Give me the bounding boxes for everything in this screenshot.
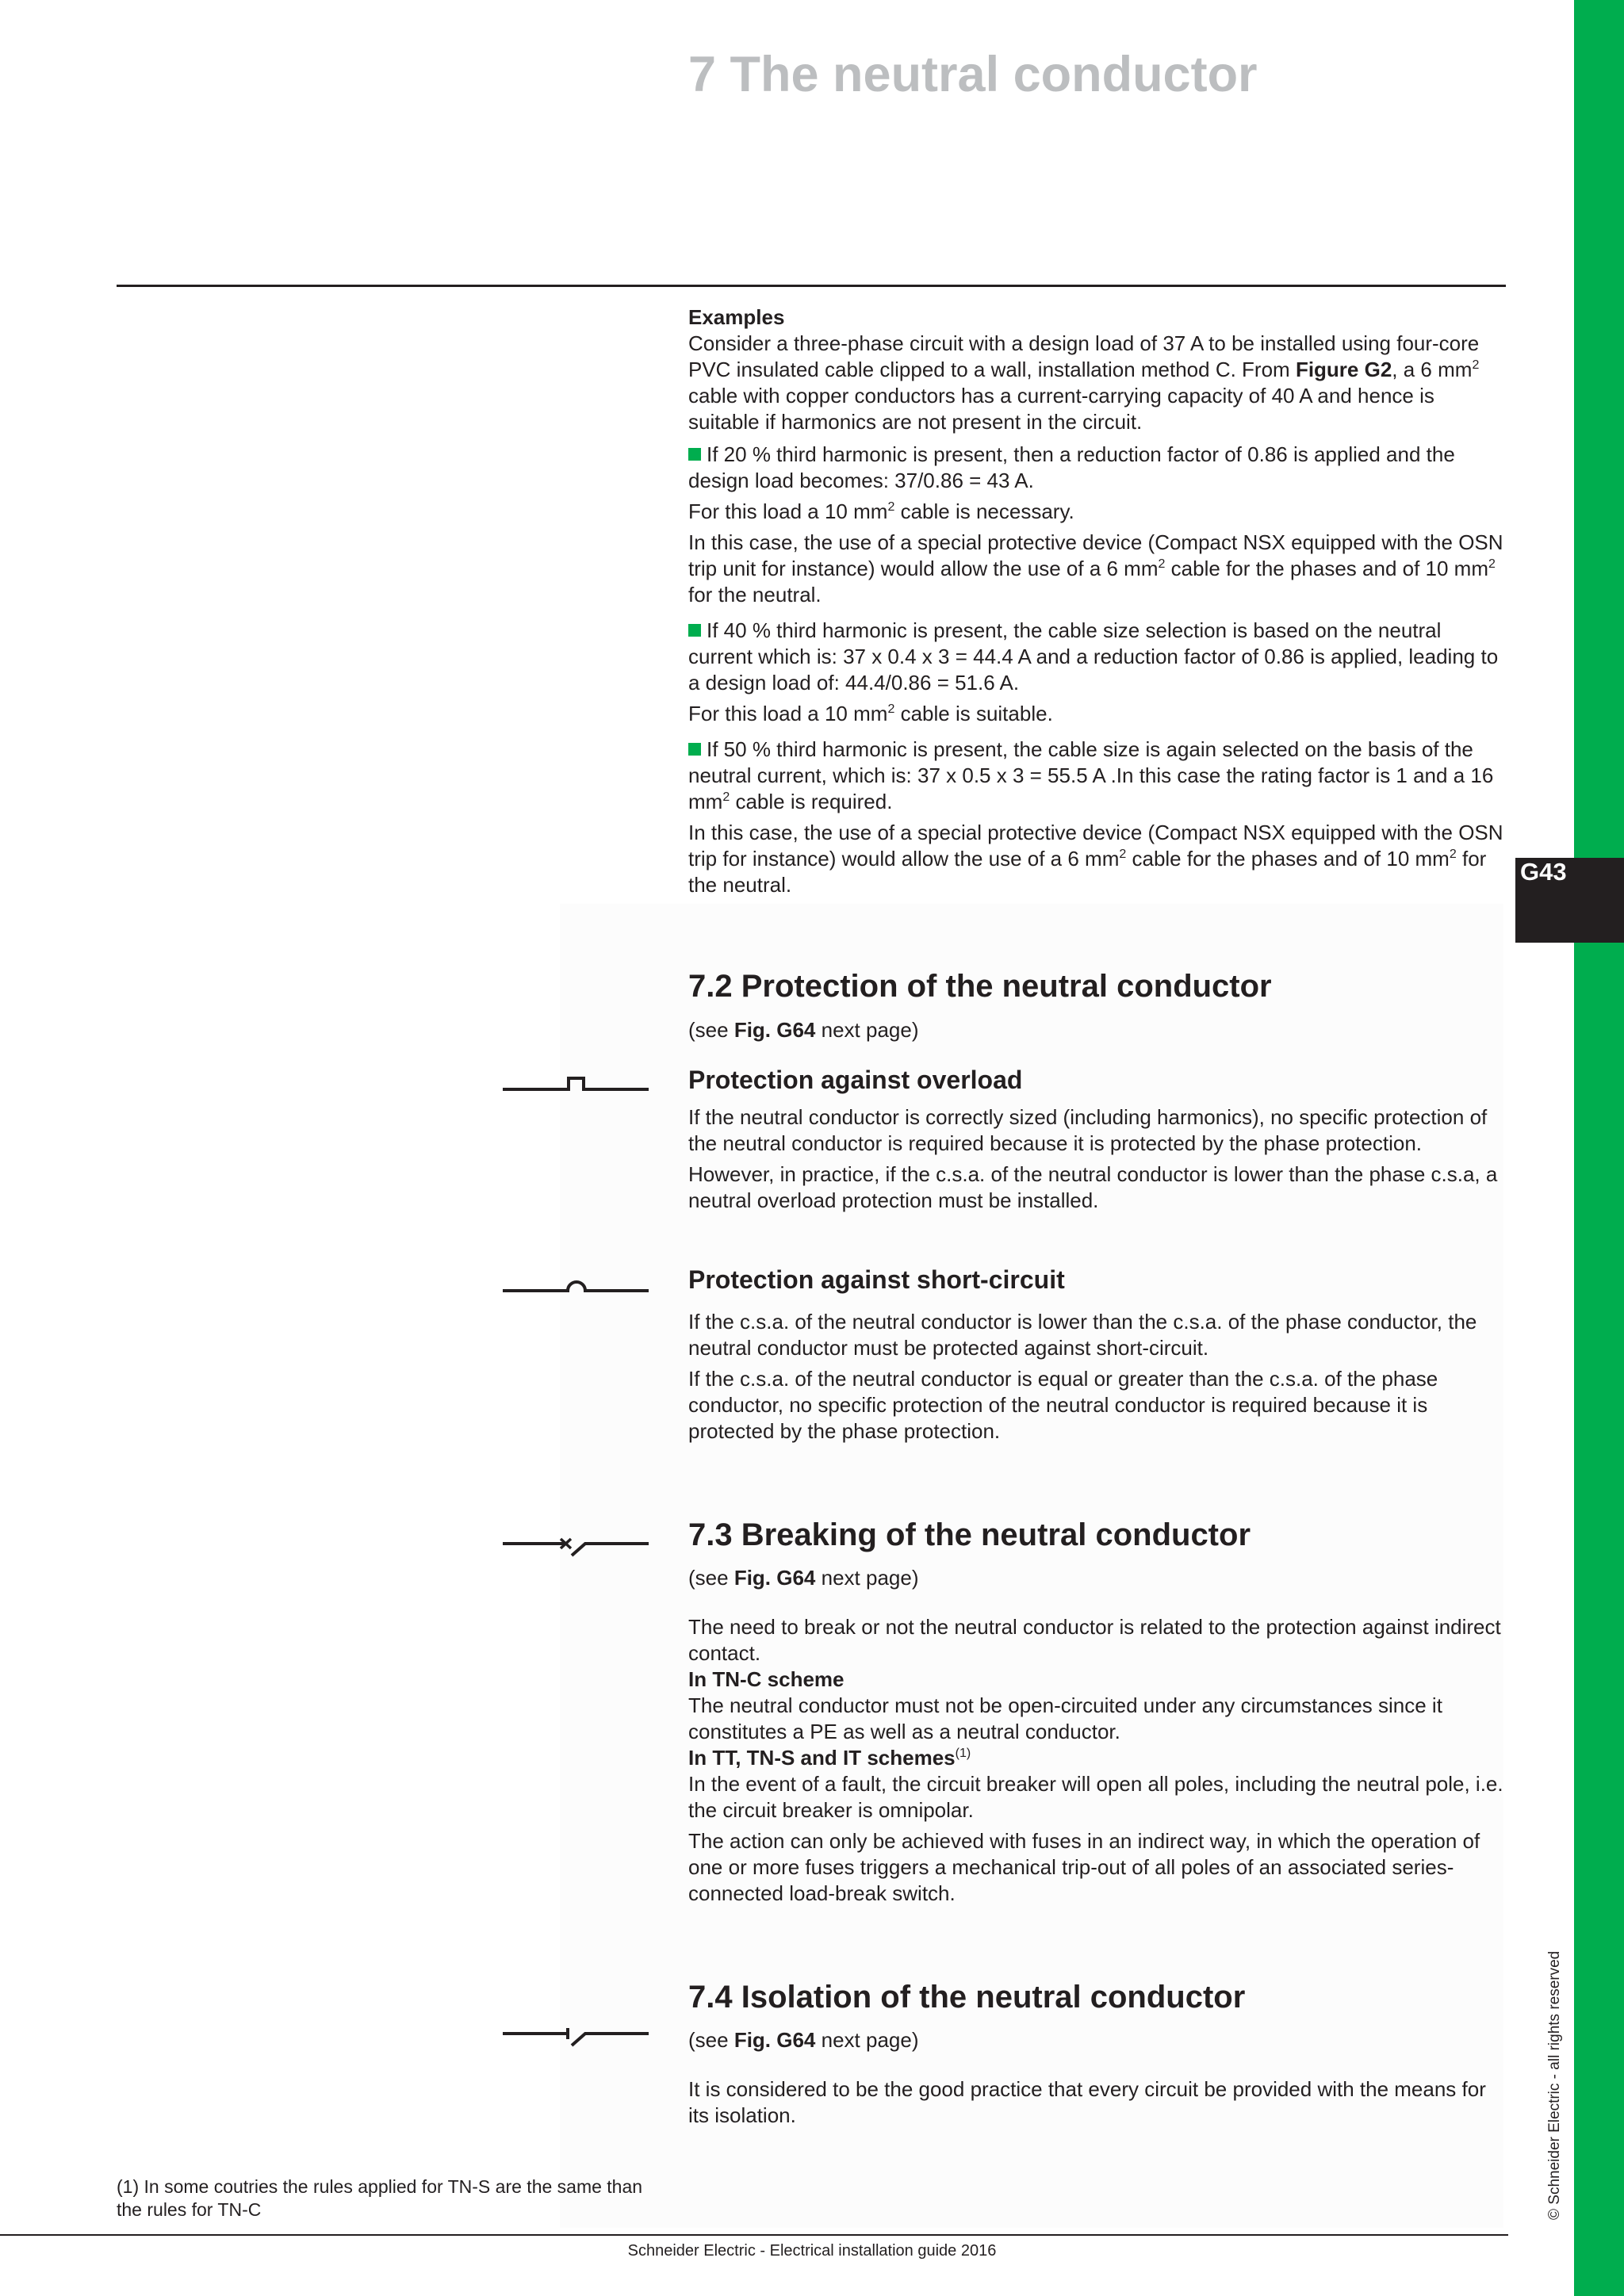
isolation-paragraph: It is considered to be the good practice that every circuit be provided with the means for its isolation. xyxy=(688,2077,1486,2127)
square-bullet-icon xyxy=(688,448,701,461)
page-number-tab xyxy=(1515,858,1624,943)
section-7-4-title: 7.4 Isolation of the neutral conductor xyxy=(688,1980,1246,2015)
overload-title: Protection against overload xyxy=(688,1066,1023,1094)
section-7-4-body xyxy=(688,2076,1505,2133)
section-7-3-see: (see Fig. G64 next page) xyxy=(688,1566,919,1590)
tnc-text: The neutral conductor must not be open-circuited under any circumstances since it constitutes a PE as well as a neutral conductor. xyxy=(688,1693,1442,1743)
examples-heading: Examples xyxy=(688,305,785,329)
chapter-title: 7 The neutral conductor xyxy=(688,47,1258,102)
short-circuit-text xyxy=(688,1309,1505,1449)
breaking-paragraph-1: The need to break or not the neutral conductor is related to the protection against indirect contact. xyxy=(688,1615,1501,1665)
bullet-40-load: For this load a 10 $mm^2$ cable is suitable. xyxy=(688,702,1053,725)
bullet-40-percent: If 40 % third harmonic is present, the cable size selection is based on the neutral current which is: 37 x 0.4 x 3 = 44.4 A and a reduction factor of 0.86 is applied, leading to a design load of: 44.4/0.86 = 51.6 A. xyxy=(688,618,1499,695)
overload-protection-symbol xyxy=(501,1070,650,1109)
bullet-20-load: For this load a 10 $mm^2$ cable is necessary. xyxy=(688,499,1074,523)
bullet-20-percent: If 20 % third harmonic is present, then a reduction factor of 0.86 is applied and the design load becomes: 37/0.86 = 43 A. xyxy=(688,442,1455,492)
overload-text xyxy=(688,1104,1505,1219)
short-circuit-paragraph-2: If the c.s.a. of the neutral conductor is equal or greater than the c.s.a. of the phase conductor, no specific protection of the neutral conductor is required because it is protected by the phase protection. xyxy=(688,1367,1438,1443)
short-circuit-title: Protection against short-circuit xyxy=(688,1265,1065,1294)
side-accent-bar xyxy=(1574,0,1624,2296)
tt-text: In the event of a fault, the circuit breaker will open all poles, including the neutral pole, i.e. the circuit breaker is omnipolar. xyxy=(688,1772,1503,1822)
bullet-20-case: In this case, the use of a special protective device (Compact NSX equipped with the OSN trip unit for instance) would allow the use of a 6 $mm^2$ cable for the phases and of 10 $mm^2$ for the neutral. xyxy=(688,530,1503,607)
examples-intro: Consider a three-phase circuit with a design load of 37 A to be installed using four-core PVC insulated cable clipped to a wall, installation method C. From Figure G2, a 6 $mm^2$ cable with copper conductors has a current-carrying capacity of 40 A and hence is suitable if harmonics are not present in the circuit. xyxy=(688,331,1480,434)
page-number: G43 xyxy=(1520,858,1567,886)
fuses-paragraph: The action can only be achieved with fuses in an indirect way, in which the operation of one or more fuses triggers a mechanical trip-out of all poles of an associated series-connected load-break switch. xyxy=(688,1829,1480,1905)
section-7-2-see: (see Fig. G64 next page) xyxy=(688,1018,919,1042)
square-bullet-icon xyxy=(688,743,701,756)
section-7-3-body xyxy=(688,1614,1505,1911)
examples-section xyxy=(688,304,1505,903)
short-circuit-protection-symbol xyxy=(501,1271,650,1311)
footnote: (1) In some coutries the rules applied for TN-S are the same than the rules for TN-C xyxy=(117,2176,643,2220)
circuit-breaker-symbol xyxy=(501,1525,650,1564)
bullet-50-percent: If 50 % third harmonic is present, the cable size is again selected on the basis of the neutral current, which is: 37 x 0.5 x 3 = 55.5 A .In this case the rating factor is 1 and a 16 $mm^2$ cable is required. xyxy=(688,737,1494,813)
header-rule xyxy=(117,285,1506,287)
overload-paragraph-2: However, in practice, if the c.s.a. of the neutral conductor is lower than the phase c.s.a, a neutral overload protection must be installed. xyxy=(688,1162,1498,1212)
section-7-3-title: 7.3 Breaking of the neutral conductor xyxy=(688,1517,1251,1552)
section-7-4-see: (see Fig. G64 next page) xyxy=(688,2028,919,2052)
isolator-symbol xyxy=(501,2015,650,2054)
tt-heading: In TT, TN-S and IT schemes$^{(1)}$ xyxy=(688,1746,971,1770)
overload-paragraph-1: If the neutral conductor is correctly sized (including harmonics), no specific protection of the neutral conductor is required because it is protected by the phase protection. xyxy=(688,1105,1488,1155)
tnc-heading: In TN-C scheme xyxy=(688,1667,845,1691)
copyright-notice: © Schneider Electric - all rights reserved xyxy=(1546,1950,1563,2220)
page-footer: Schneider Electric - Electrical installation guide 2016 xyxy=(627,2242,997,2260)
section-7-2-title: 7.2 Protection of the neutral conductor xyxy=(688,969,1272,1004)
footer-rule xyxy=(0,2234,1508,2236)
square-bullet-icon xyxy=(688,624,701,637)
short-circuit-paragraph-1: If the c.s.a. of the neutral conductor is lower than the c.s.a. of the phase conductor, the neutral conductor must be protected against short-circuit. xyxy=(688,1310,1477,1360)
bullet-50-case: In this case, the use of a special protective device (Compact NSX equipped with the OSN trip for instance) would allow the use of a 6 $mm^2$ cable for the phases and of 10 $mm^2$ for the neutral. xyxy=(688,821,1503,897)
